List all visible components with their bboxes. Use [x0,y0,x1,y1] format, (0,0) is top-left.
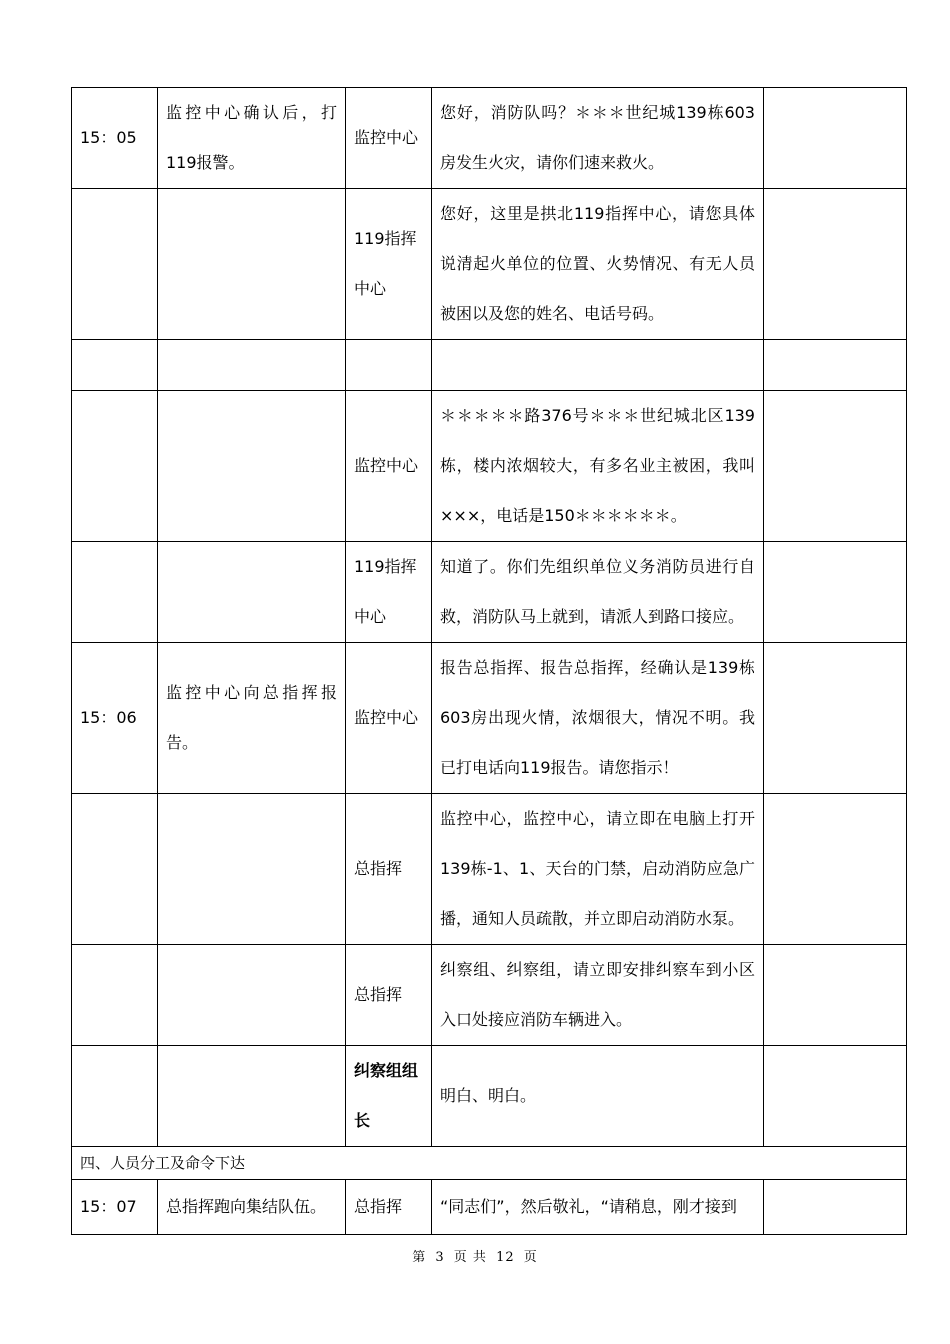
section-heading-row [72,1147,907,1180]
note-cell [764,794,907,945]
note-cell [764,340,907,391]
table-row [72,391,907,542]
speaker-cell: 总指挥 [346,945,432,1046]
action-cell [158,945,346,1046]
content-cell: 纠察组、纠察组，请立即安排纠察车到小区入口处接应消防车辆进入。 [432,945,764,1046]
table-row [72,340,907,391]
page-number: 3 [435,1250,445,1265]
time-cell [72,391,158,542]
note-cell [764,1046,907,1147]
time-cell [72,189,158,340]
time-cell: 15：06 [72,643,158,794]
content-cell: ＊＊＊＊＊路376号＊＊＊世纪城北区139栋，楼内浓烟较大，有多名业主被困，我叫×××，电话是150＊＊＊＊＊＊。 [432,391,764,542]
note-cell [764,88,907,189]
footer-prefix: 第 [412,1250,427,1265]
note-cell [764,391,907,542]
speaker-cell: 119指挥中心 [346,542,432,643]
note-cell [764,1180,907,1235]
table-row [72,189,907,340]
table-row [72,1180,907,1235]
table-row [72,794,907,945]
speaker-cell: 纠察组组长 [346,1046,432,1147]
content-cell: 监控中心，监控中心，请立即在电脑上打开139栋-1、1、天台的门禁，启动消防应急广播，通知人员疏散，并立即启动消防水泵。 [432,794,764,945]
time-cell: 15：05 [72,88,158,189]
content-cell: 明白、明白。 [432,1046,764,1147]
drill-script-table [71,87,907,1235]
footer-middle: 页 共 [453,1250,487,1265]
note-cell [764,643,907,794]
action-cell [158,391,346,542]
time-cell: 15：07 [72,1180,158,1235]
speaker-cell: 监控中心 [346,88,432,189]
page-footer [0,1250,950,1266]
speaker-cell: 监控中心 [346,391,432,542]
table-row [72,945,907,1046]
time-cell [72,945,158,1046]
speaker-cell: 总指挥 [346,794,432,945]
content-cell: “同志们”，然后敬礼，“请稍息，刚才接到 [432,1180,764,1235]
time-cell [72,340,158,391]
speaker-cell: 总指挥 [346,1180,432,1235]
action-cell [158,794,346,945]
content-cell: 您好，这里是拱北119指挥中心，请您具体说清起火单位的位置、火势情况、有无人员被困以及您的姓名、电话号码。 [432,189,764,340]
action-cell [158,189,346,340]
action-cell [158,542,346,643]
content-cell: 报告总指挥、报告总指挥，经确认是139栋603房出现火情，浓烟很大，情况不明。我已打电话向119报告。请您指示！ [432,643,764,794]
time-cell [72,794,158,945]
time-cell [72,542,158,643]
content-cell: 您好，消防队吗？＊＊＊世纪城139栋603房发生火灾，请你们速来救火。 [432,88,764,189]
table-row [72,88,907,189]
action-cell: 监控中心向总指挥报告。 [158,643,346,794]
section-heading: 四、人员分工及命令下达 [72,1147,907,1180]
table-row [72,542,907,643]
action-cell [158,1046,346,1147]
content-cell [432,340,764,391]
note-cell [764,945,907,1046]
action-cell: 总指挥跑向集结队伍。 [158,1180,346,1235]
table-row [72,643,907,794]
speaker-cell: 119指挥中心 [346,189,432,340]
time-cell [72,1046,158,1147]
note-cell [764,189,907,340]
speaker-cell: 监控中心 [346,643,432,794]
page-total: 12 [496,1250,515,1265]
action-cell [158,340,346,391]
table-row [72,1046,907,1147]
note-cell [764,542,907,643]
footer-suffix: 页 [523,1250,538,1265]
content-cell: 知道了。你们先组织单位义务消防员进行自救，消防队马上就到，请派人到路口接应。 [432,542,764,643]
action-cell: 监控中心确认后，打119报警。 [158,88,346,189]
speaker-cell [346,340,432,391]
